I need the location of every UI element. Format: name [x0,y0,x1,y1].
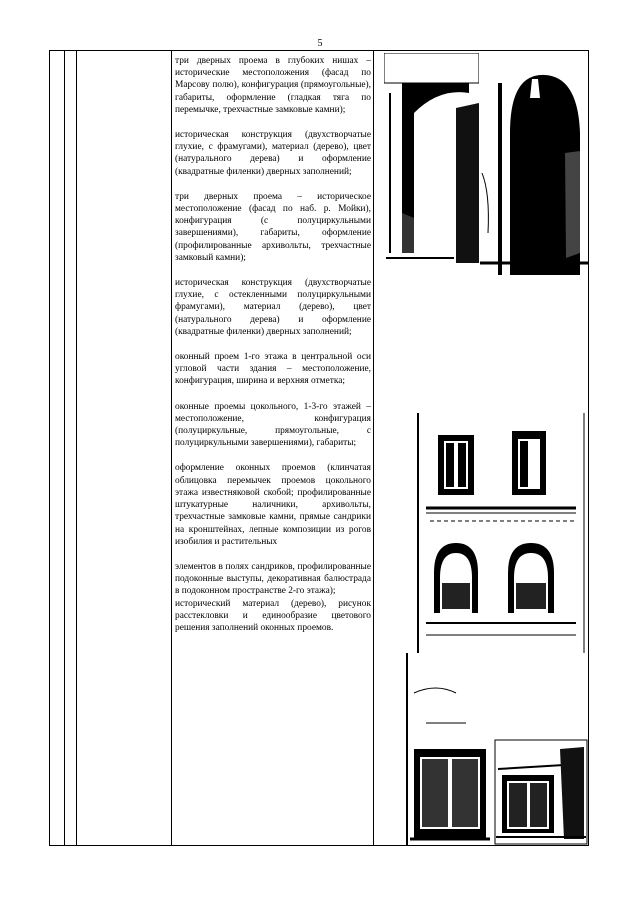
facade-detail-photo [406,653,494,845]
paragraph: три дверных проема – историческое местоположение (фасад по наб. р. Мойки), конфигурация (с полуциркульными завершениями), габариты, оформление (профилированные архивольты, трехчастные замковый камни); [175,191,371,263]
window-closeup-photo [494,739,588,845]
paragraph: историческая конструкция (двухстворчатые глухие, с остекленными полуциркульными фрамугами), материал (дерево), цвет (натурального дерева) и оформление (квадратные филенки) дверных заполнений; [175,278,371,337]
document-table [49,50,589,846]
paragraph: оконные проемы цокольного, 1-3-го этажей – местоположение, конфигурация (полуциркульные, прямоугольные, с полуциркульными завершениями), габариты; [175,401,371,449]
arched-door-photo [480,53,588,275]
paragraph: три дверных проема в глубоких нишах – исторические местоположения (фасад по Марсову полю), конфигурация (прямоугольные), габариты, оформление (гладкая тяга по перемычке, трехчастные замковые камни); [175,56,371,115]
paragraph: оформление оконных проемов (клинчатая облицовка перемычек проемов цокольного этажа известняковой скобой; профилированные штукатурные наличники, архивольты, трехчастные замковые камни, прямые сандрики на кронштейнах, лепные композиции из рогов изобилия и растительных [175,463,371,547]
door-niche-photo [384,53,479,263]
column-divider [373,51,374,845]
column-divider [171,51,172,845]
paragraph: элементов в полях сандриков, профилированные подоконные выступы, декоративная балюстрада в подоконном пространстве 2-го этажа); [175,561,371,597]
facade-windows-photo [416,413,586,653]
column-divider [64,51,65,845]
paragraph: исторический материал (дерево), рисунок расстекловки и единообразие цветового решения заполнений оконных проемов. [175,598,371,633]
description-column [175,55,371,647]
paragraph: оконный проем 1-го этажа в центральной оси угловой части здания – местоположение, конфигурация, ширина и верхняя отметка; [175,352,371,387]
paragraph: историческая конструкция (двухстворчатые глухие, с фрамугами), материал (дерево), цвет (натурального дерева) и оформление (квадратные филенки) дверных заполнений; [175,130,371,177]
column-divider [76,51,77,845]
page-number: 5 [317,38,323,49]
